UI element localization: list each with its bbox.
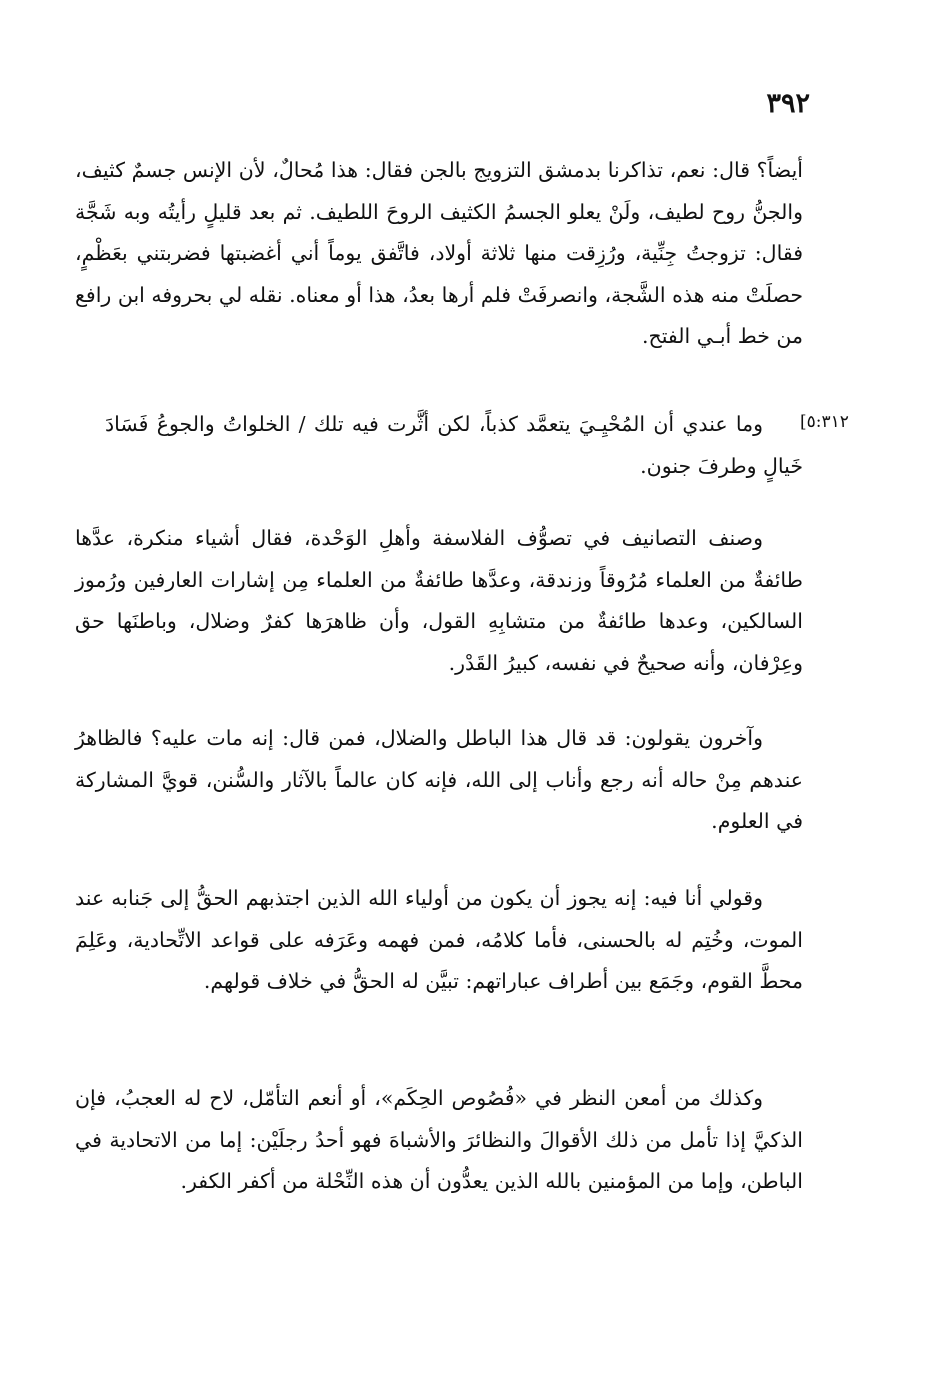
paragraph-2: [105, 404, 803, 487]
paragraph-text: وصنف التصانيف في تصوُّف الفلاسفة وأهلِ الوَحْدة، فقال أشياء منكرة، عدَّها طائفةٌ من العلماء مُرُوقاً وزندقة، وعدَّها طائفةٌ من العلماء مِن إشارات العارفين ورُموز السالكين، وعدها طائفةٌ من متشابِهِ القول، وأن ظاهرَها كفرٌ وضلال، وباطنَها حق وعِرْفان، وأنه صحيحٌ في نفسه، كبيرُ القَدْر.: [75, 526, 803, 675]
paragraph-text: وآخرون يقولون: قد قال هذا الباطل والضلال، فمن قال: إنه مات عليه؟ فالظاهرُ عندهم مِنْ حاله أنه رجع وأناب إلى الله، فإنه كان عالماً بالآثار والسُّنن، قويَّ المشاركة في العلوم.: [75, 726, 803, 833]
page-number: ٣٩٢: [766, 88, 810, 119]
paragraph-4: [75, 718, 803, 843]
paragraph-text: أيضاً؟ قال: نعم، تذاكرنا بدمشق التزويج بالجن فقال: هذا مُحالٌ، لأن الإنس جسمٌ كثيف، والجنُّ روح لطيف، ولَنْ يعلو الجسمُ الكثيف الروحَ اللطيف. ثم بعد قليلٍ رأيتُه وبه شَجَّة فقال: تزوجتُ جِنِّية، ورُزِقت منها ثلاثة أولاد، فاتَّفق يوماً أني أغضبتها فضربتني بعَظْمٍ، حصلَتْ منه هذه الشَّجة، وانصرفَتْ فلم أرها بعدُ، هذا أو معناه. نقله لي بحروفه ابن رافع من خط أبـي الفتح.: [75, 158, 803, 348]
paragraph-1: [75, 150, 803, 358]
paragraph-6: [75, 1078, 803, 1203]
paragraph-text: وما عندي أن المُحْيِـيَ يتعمَّد كذباً، لكن أثَّرت فيه تلك / الخلواتُ والجوعُ فَسَادَ خَيالٍ وطرفَ جنون.: [105, 412, 803, 478]
paragraph-3: [75, 518, 803, 684]
paragraph-text: وقولي أنا فيه: إنه يجوز أن يكون من أولياء الله الذين اجتذبهم الحقُّ إلى جَنابه عند الموت، وخُتِم له بالحسنى، فأما كلامُه، فمن فهمه وعَرَفه على قواعد الاتِّحادية، وعَلِمَ محطَّ القوم، وجَمَع بين أطراف عباراتهم: تبيَّن له الحقُّ في خلاف قولهم.: [75, 886, 803, 993]
margin-reference: [٥:٣١٢: [800, 412, 849, 432]
paragraph-text: وكذلك من أمعن النظر في «فُصُوص الحِكَم»، أو أنعم التأمّل، لاح له العجبُ، فإن الذكيَّ إذا تأمل من ذلك الأقوالَ والنظائرَ والأشباهَ فهو أحدُ رجلَيْن: إما من الاتحادية في الباطن، وإما من المؤمنين بالله الذين يعدُّون أن هذه النِّحْلة من أكفر الكفر.: [75, 1086, 803, 1193]
paragraph-5: [75, 878, 803, 1003]
